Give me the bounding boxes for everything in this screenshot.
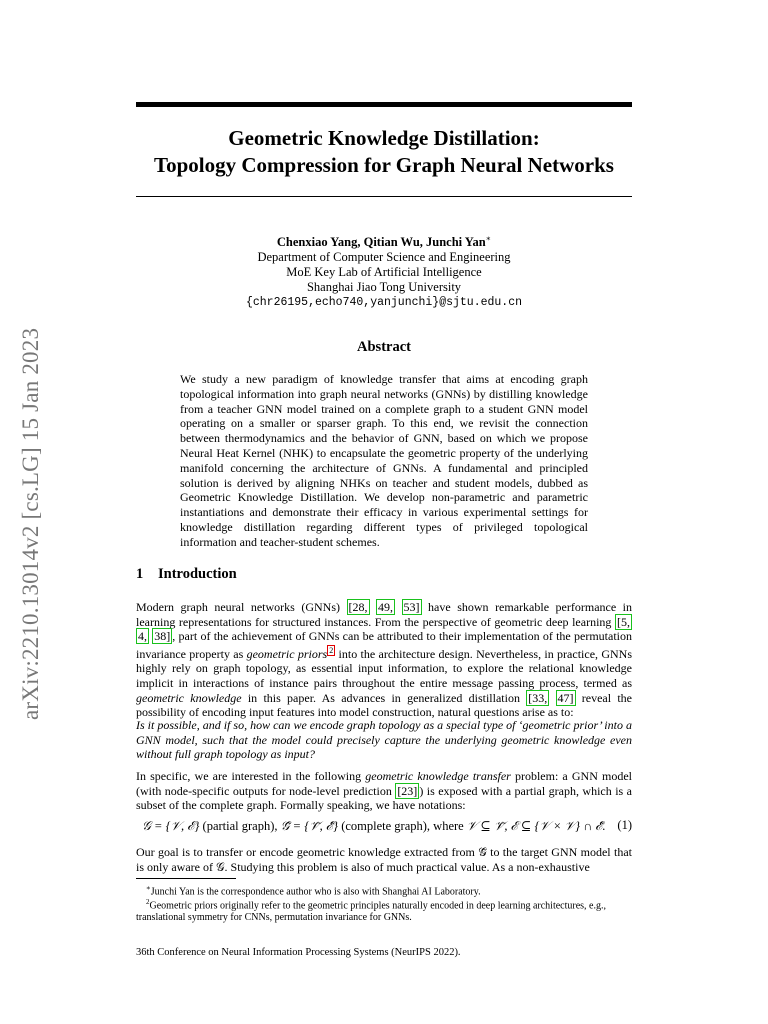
text: problem: a GNN model (with node-specific outputs for node-level prediction: [136, 769, 632, 798]
research-question: Is it possible, and if so, how can we encode graph topology as a special type of ‘geometric prior’ into a GNN model, such that the model could precisely capture the underlying geometric knowledge even without full graph topology as input?: [136, 718, 632, 762]
text: have shown remarkable performance in learning representations for structured instances. From the perspective of geometric deep learning: [136, 600, 633, 629]
citation-link[interactable]: 47]: [557, 690, 574, 705]
title-line-1: Geometric Knowledge Distillation:: [228, 126, 540, 150]
citation-link[interactable]: [33,: [528, 690, 548, 705]
affiliation-lab: MoE Key Lab of Artificial Intelligence: [286, 265, 482, 280]
citation-link[interactable]: [5,: [617, 614, 630, 629]
equation-part: 𝒢 = {𝒱, ℰ}: [142, 819, 200, 833]
author-email[interactable]: {chr26195,echo740,yanjunchi}@sjtu.edu.cn: [245, 296, 523, 310]
conference-note: 36th Conference on Neural Information Processing Systems (NeurIPS 2022).: [136, 947, 461, 958]
text: in this paper. As advances in generalized distillation: [241, 690, 527, 705]
footnote-2: [136, 896, 632, 924]
text: ) is exposed with a partial graph, which is a subset of the complete graph. Formally speaking, we have notations:: [136, 783, 632, 813]
citation-link[interactable]: 4,: [138, 629, 147, 644]
paper-title: [136, 125, 632, 179]
text: , part of the achievement of GNNs can be attributed to their implementation of the permutation invariance property as: [136, 629, 633, 661]
citation-link[interactable]: 38]: [154, 629, 171, 644]
affiliation-university: Shanghai Jiao Tong University: [306, 280, 462, 295]
emphasis: geometric knowledge transfer: [365, 769, 511, 783]
citation-link[interactable]: 49,: [378, 600, 394, 614]
footnote-mark: 2: [146, 898, 150, 906]
emphasis: geometric knowledge: [136, 690, 242, 705]
footnote-rule: [136, 878, 236, 879]
equation-number: (1): [617, 818, 632, 832]
top-rule: [136, 102, 632, 107]
equation-1: [136, 818, 632, 834]
emphasis: geometric priors: [246, 646, 328, 661]
title-bottom-rule: [136, 196, 632, 197]
corresponding-author-mark: ∗: [485, 234, 492, 243]
equation-part: 𝒢̃ = {𝒱̃, ℰ̃}: [280, 819, 339, 833]
arxiv-stamp: arXiv:2210.13014v2 [cs.LG] 15 Jan 2023: [18, 327, 43, 720]
title-line-2: Topology Compression for Graph Neural Networks: [154, 153, 614, 177]
equation-part: 𝒱 ⊆ 𝒱̃, ℰ ⊆ {𝒱 × 𝒱} ∩ ℰ̃.: [466, 819, 606, 833]
text: reveal the possibility of encoding input features into model construction, natural questions arise as to:: [136, 690, 632, 720]
author-block: [136, 231, 632, 310]
affiliation-department: Department of Computer Science and Engineering: [257, 250, 511, 265]
abstract-heading: Abstract: [357, 339, 411, 355]
abstract-text: We study a new paradigm of knowledge transfer that aims at encoding graph topological information into graph neural networks (GNNs) by distilling knowledge from a teacher GNN model trained on a complete graph to a student GNN model operating on a smaller or sparser graph. To this end, we revisit the connection between thermodynamics and the behavior of GNN, based on which we propose Neural Heat Kernel (NHK) to encapsulate the geometric property of the underlying manifold concerning the architecture of GNNs. A fundamental and principled solution is derived by aligning NHKs on teacher and student models, dubbed as Geometric Knowledge Distillation. We develop non-parametric and parametric instantiations and demonstrate their efficacy in various experimental settings for knowledge distillation regarding different types of privileged topological information and teacher-student schemes.: [180, 372, 588, 549]
text: Modern graph neural networks (GNNs): [136, 600, 347, 614]
footnote-mark: ∗: [146, 884, 151, 892]
equation-part: (complete graph), where: [338, 819, 467, 833]
text: In specific, we are interested in the following: [136, 769, 366, 783]
intro-paragraph-3: Our goal is to transfer or encode geometric knowledge extracted from 𝒢̃ to the target GNN model that is only aware of 𝒢. Studying this problem is also of much practical value. As a non-exhaustive: [136, 845, 632, 874]
equation-part: (partial graph),: [199, 819, 281, 833]
citation-link[interactable]: [23]: [397, 783, 418, 798]
footnote-text: Geometric priors originally refer to the geometric principles naturally encoded in deep learning architectures, e.g., translational symmetry for CNNs, permutation invariance for GNNs.: [136, 900, 606, 924]
section-title: Introduction: [158, 566, 237, 582]
footnote-link[interactable]: 2: [329, 645, 334, 655]
section-heading: [136, 566, 237, 583]
intro-paragraph-2: [136, 769, 632, 813]
intro-paragraph-1: [136, 600, 632, 720]
footnote-text: Junchi Yan is the correspondence author who is also with Shanghai AI Laboratory.: [150, 886, 481, 898]
citation-link[interactable]: 53]: [403, 600, 420, 614]
section-number: 1: [136, 566, 144, 582]
text: into the architecture design. Nevertheless, in practice, GNNs highly rely on graph topology, as essential input information, to explore the relational knowledge implicit in interactions of instance pairs throughout the entire message passing process, termed as: [136, 646, 633, 690]
citation-link[interactable]: [28,: [348, 600, 368, 614]
author-names: Chenxiao Yang, Qitian Wu, Junchi Yan: [276, 235, 486, 250]
